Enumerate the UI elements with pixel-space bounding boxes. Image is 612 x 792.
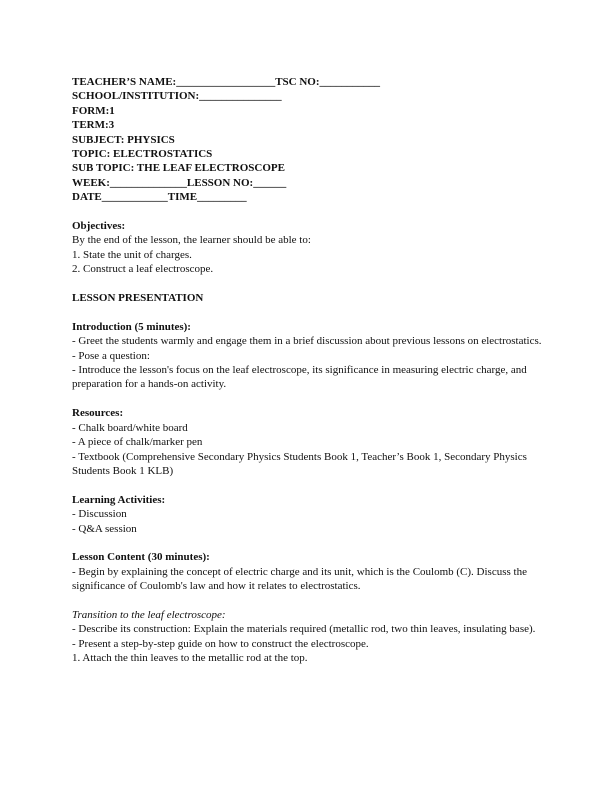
section-heading: Learning Activities:	[72, 493, 166, 506]
paragraph-line: - Introduce the lesson's focus on the leaf electroscope, its significance in measuring electric charge, and preparation for a hands-on activity.	[72, 364, 530, 391]
objectives-section	[72, 219, 542, 277]
school-field: SCHOOL/INSTITUTION:_______________	[72, 90, 282, 103]
objective-line: By the end of the lesson, the learner should be able to:	[72, 234, 311, 247]
paragraph-line: - Present a step-by-step guide on how to construct the electroscope.	[72, 637, 369, 650]
section-heading: Lesson Content (30 minutes):	[72, 551, 210, 564]
subject-field: SUBJECT: PHYSICS	[72, 133, 175, 146]
transition-section	[72, 608, 542, 666]
list-item: - Q&A session	[72, 522, 137, 535]
topic-field: TOPIC: ELECTROSTATICS	[72, 148, 213, 161]
paragraph-line: 1. Attach the thin leaves to the metallic rod at the top.	[72, 652, 308, 665]
introduction-section	[72, 320, 542, 392]
subtopic-field: SUB TOPIC: THE LEAF ELECTROSCOPE	[72, 162, 285, 175]
section-heading: Introduction (5 minutes):	[72, 320, 191, 333]
lesson-content-section	[72, 550, 542, 593]
week-lesson-field: WEEK:______________LESSON NO:______	[72, 176, 287, 189]
header-block	[72, 75, 542, 205]
section-heading: Objectives:	[72, 220, 126, 233]
teacher-name-field: TEACHER’S NAME:__________________TSC NO:___________	[72, 76, 381, 88]
section-heading: Resources:	[72, 407, 124, 420]
list-item: - A piece of chalk/marker pen	[72, 436, 203, 449]
objective-line: 2. Construct a leaf electroscope.	[72, 263, 214, 276]
activities-section	[72, 493, 542, 536]
paragraph-line: - Begin by explaining the concept of electric charge and its unit, which is the Coulomb (C). Discuss the significance of Coulomb's law and how it relates to electrostatics.	[72, 565, 530, 593]
objective-line: 1. State the unit of charges.	[72, 248, 192, 261]
list-item: - Chalk board/white board	[72, 421, 188, 434]
list-item: - Discussion	[72, 508, 127, 521]
paragraph-line: - Greet the students warmly and engage them in a brief discussion about previous lessons on electrostatics.	[72, 335, 542, 348]
lesson-plan-document	[72, 75, 542, 666]
paragraph-line: - Describe its construction: Explain the materials required (metallic rod, two thin leaves, insulating base).	[72, 623, 536, 636]
term-field: TERM:3	[72, 119, 115, 132]
section-heading: Transition to the leaf electroscope:	[72, 608, 226, 621]
form-field: FORM:1	[72, 104, 115, 117]
paragraph-line: - Pose a question:	[72, 349, 150, 362]
date-time-field: DATE____________TIME_________	[72, 191, 247, 204]
resources-section	[72, 406, 542, 478]
list-item: - Textbook (Comprehensive Secondary Physics Students Book 1, Teacher’s Book 1, Secondary Physics Students Book 1 KLB)	[72, 450, 530, 477]
lesson-presentation-heading: LESSON PRESENTATION	[72, 292, 204, 305]
